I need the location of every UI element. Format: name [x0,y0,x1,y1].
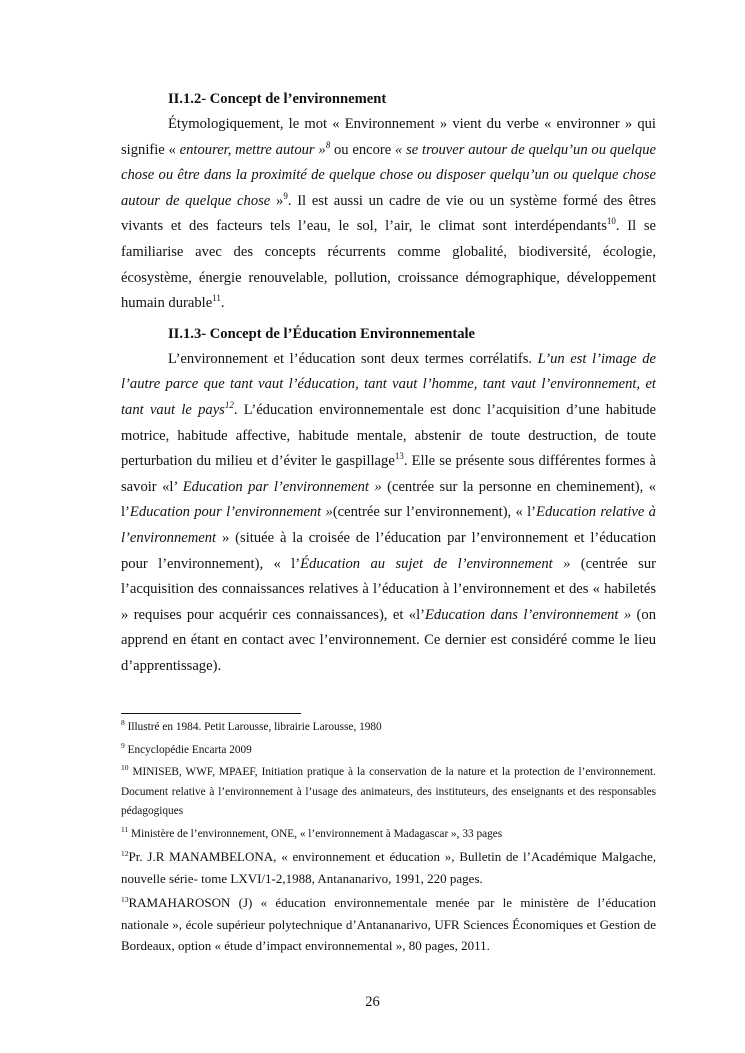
footnote-ref: 11 [212,293,221,304]
text-run: entourer, mettre autour [179,141,315,158]
text-run: . L’éducation environnementale est donc l’acquisition d’une habitude motrice, habitude affective, habitude mentale, abstenir de toute destruction, de toute perturbation du milieu et d’éviter le gaspillage [121,401,656,470]
text-run: (on apprend en étant en contact avec l’environnement. Ce dernier est considéré comme le lieu d’apprentissage). [121,606,656,674]
footnote-text: MINISEB, WWF, MPAEF, Initiation pratique à la conservation de la nature et la protection de l’environnement. Document relative à l’environnement à l’usage des animateurs, des instituteurs, des enseignants et des responsables pédagogiques [121,766,656,817]
footnote-ref: 12 [224,400,234,411]
footnote-ref: 8 [325,139,331,150]
text-run: (centrée sur l’environnement), « l’ [332,504,537,521]
text-run: Education pour l’environnement » [129,504,333,521]
text-run: . [220,295,225,312]
footnote-9 [121,741,656,761]
footnote-divider [121,713,301,714]
text-run: » [270,192,284,209]
footnotes [121,718,656,961]
footnote-ref: 10 [606,216,616,227]
text-run: L’un est l’image de l’autre parce que tant vaut l’éducation, tant vaut l’homme, tant vaut l’environnement, et tant vaut le pays [121,350,656,418]
text-run: . Il se familiarise avec des concepts récurrents comme globalité, biodiversité, écologie, écosystème, énergie renouvelable, pollution, croissance démographique, développement humain durable [121,218,656,312]
text-run: Étymologiquement, le mot « Environnement » vient du verbe « environner » qui signifie « [121,116,656,158]
footnote-text: RAMAHAROSON (J) « éducation environnementale menée par le ministère de l’éducation nationale », école supérieur polytechnique d’Antananarivo, UFR Sciences Économiques et Gestion de Bordeaux, option « étude d’impact environnemental », 80 pages, 2011. [121,895,656,953]
page-number: 26 [365,994,380,1010]
text-run: Éducation au sujet de l’environnement » [300,555,571,572]
text-run: » (située à la croisée de l’éducation par l’environnement et l’éducation pour l’environnement), « l’ [121,529,656,572]
text-run: » [314,141,326,158]
text-run: « se trouver autour de quelqu’un ou quelque chose ou être dans la proximité de quelque chose ou disposer quelqu’un ou quelque chose autour de quelque chose [121,141,656,209]
footnote-text: Encyclopédie Encarta 2009 [124,743,252,756]
main-text [121,86,656,679]
text-run: ou encore [330,141,395,158]
text-run: Education dans l’environnement » [425,606,632,623]
text-run: . Il est aussi un cadre de vie ou un système formé des êtres vivants et des facteurs tels l’eau, le sol, l’air, le climat sont interdépendants [121,192,657,235]
footnote-number: 10 [121,763,129,773]
text-run: (centrée sur la personne en cheminement), « l’ [121,478,656,521]
footnote-11 [121,825,656,845]
paragraph-education-environnementale [121,347,656,680]
section-heading-concept-environnement: II.1.2- Concept de l’environnement [168,91,387,107]
footnote-number: 12 [121,849,129,859]
footnote-text: Ministère de l’environnement, ONE, « l’environnement à Madagascar », 33 pages [128,827,503,840]
text-run: Education par l’environnement » [182,478,382,495]
footnote-text: Illustré en 1984. Petit Larousse, librairie Larousse, 1980 [124,721,382,733]
section-heading-education-environnementale: II.1.3- Concept de l’Éducation Environnementale [168,325,476,342]
text-run: . Elle se présente sous différentes formes à savoir «l’ [121,453,656,495]
footnote-ref: 9 [283,190,288,201]
footnote-12 [121,847,656,890]
footnote-number: 11 [121,824,129,834]
footnote-8 [121,718,656,738]
footnote-number: 13 [121,895,129,905]
text-run: (centrée sur l’acquisition des connaissances relatives à l’éducation à l’environnement et des « habiletés » requises pour acquérir ces connaissances), et «l’ [121,555,656,623]
footnote-ref: 13 [394,451,404,462]
paragraph-concept-environnement [121,112,656,317]
footnote-number: 9 [121,740,125,750]
footnote-10 [121,763,656,822]
footnote-13 [121,893,656,958]
text-run: Education relative à l’environnement [121,504,656,546]
footnote-text: Pr. J.R MANAMBELONA, « environnement et éducation », Bulletin de l’Académique Malgache, nouvelle série- tome LXVI/1-2,1988, Antananarivo, 1991, 220 pages. [121,849,656,886]
text-run: L’environnement et l’éducation sont deux termes corrélatifs. [168,350,538,367]
footnote-number: 8 [121,718,125,728]
